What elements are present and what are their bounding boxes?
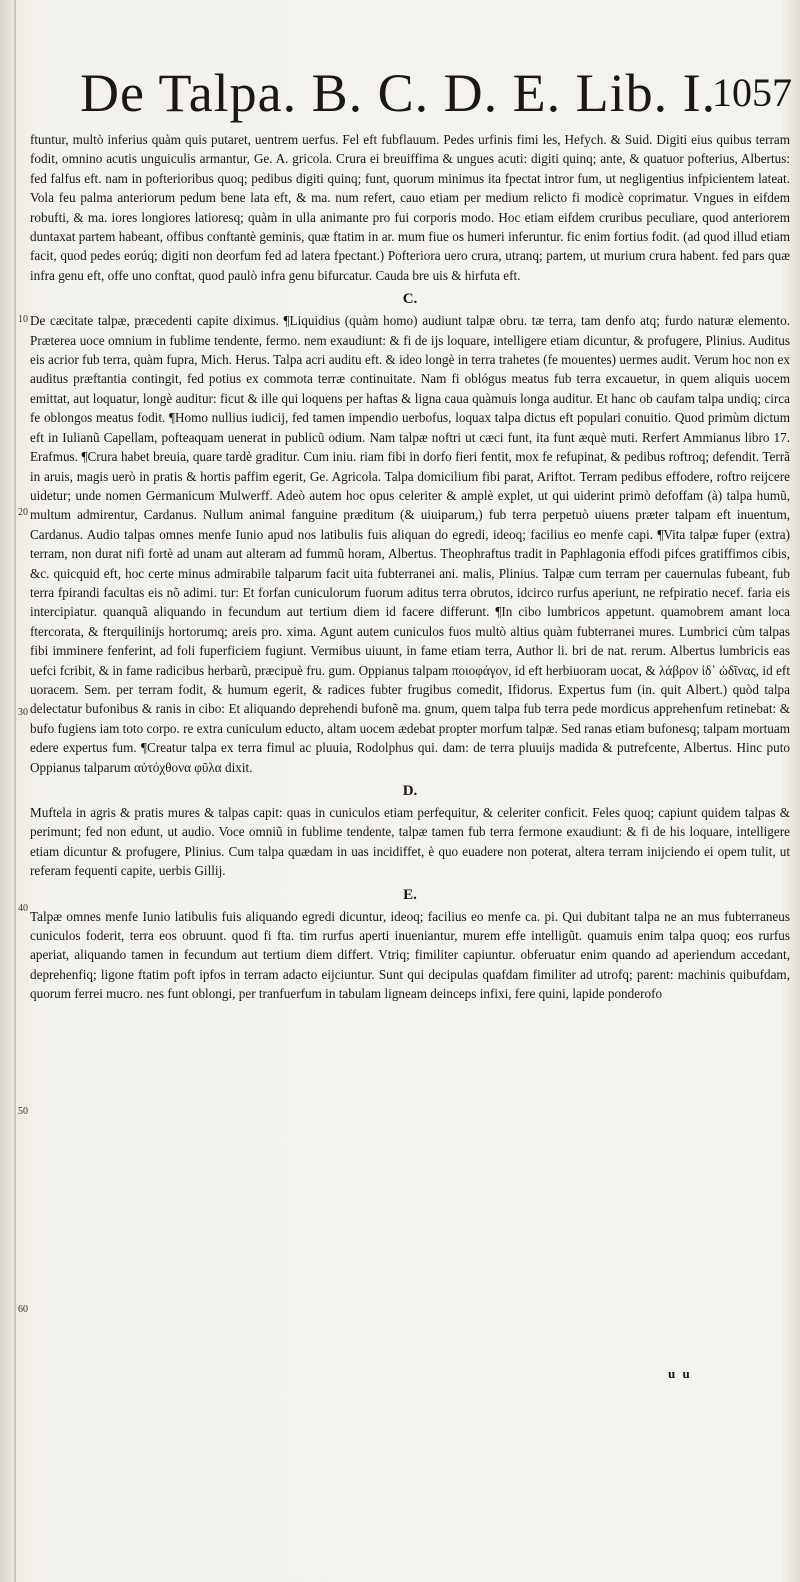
page-number: 1057: [712, 70, 792, 115]
section-heading-d: D.: [402, 783, 418, 799]
margin-line-number: 10: [18, 314, 28, 325]
margin-line-number: 40: [18, 903, 28, 914]
section-e-text: Talpæ omnes menfe Iunio latibulis fuis aliquando egredi dicuntur, ideoq; facilius eo menfe ca. pi. Qui dubitant talpa ne an mus fubterraneus cuniculos foderit, terra eos obruunt. quod fi fta. tim rurfus aperti inueniantur, murem effe intelligũt. quamuis enim talpa quoq; eos rurfus aperiat, aliquando tamen in fecundum aut tertium diem differt. Vtriq; fimiliter capiuntur. obferuatur enim quando ad aperiendum accedant, deprehenfiq; ligone ftatim poft ipfos in terram adacto eijciuntur. Sunt qui decipulas quafdam fimiliter ad utrofq; parent: machinis quibufdam, quorum ferrei mucro. nes funt oblongi, per tranfuerfum in tabulam ligneam deinceps infixi, fere quini, lapide ponderofo: [30, 908, 790, 1002]
section-d-text: Muftela in agris & pratis mures & talpas capit: quas in cuniculos etiam perfequitur, & celeriter conficit. Feles quoq; capiunt quidem talpas & perimunt; fed non edunt, ut audio. Voce omniũ in fublime tendente, talpæ tamen fub terra fermone exaudiunt: & fi de his loquare, intelligere etiam dicuntur & profugere, Plinius. Cum talpa quædam in uas incidiffet, è quo euadere non poterat, altera terram inijciendo ei opem tulit, ut referam fequenti capite, uerbis Gillij.: [30, 805, 790, 879]
section-c-text: De cæcitate talpæ, præcedenti capite diximus. ¶Liquidius (quàm homo) audiunt talpæ obru. tæ terra, tam denfo atq; furdo naturæ elemento. Præterea uoce omnium in fublime tendente, fermo. nem exaudiunt: & fi de ijs loquare, intelligere etiam dicuntur, & profugere, Plinius. Auditus eis acrior fub terra, quàm fupra, Mich. Herus. Talpa acri auditu eft. & ideo longè in terra trahetes (fe mouentes) uermes audit. Verum hoc non ex auditus præftantia contingit, fed potius ex commota terræ continuitate. Nam fi oblógus meatus fub terra excauetur, in quem aliquis uocem emittat, aut loquatur, longè auditur: ficut & ille qui loquens per haftas & ligna caua quàmuis longa auditur. Et hanc ob caufam talpa undiq; circa fe oblongos meatus fodit. ¶Homo nullius iudicij, fed tamen impendio uerbofus, loquax talpa dictus eft populari conuitio. Quod primùm dictum eft in Iulianũ Capellam, pofteaquam uenerat in publicũ odium. Nam talpæ noftri ut cæci funt, ita funt æquè muti. Rerfert Ammianus libro 17. Erafmus. ¶Crura habet breuia, quare tardè graditur. Cum iniu. riam fibi in dorfo fieri fentit, mox fe refupinat, & pedibus roftroq; defendit. Terrã in aruis, magis uerò in pratis & hortis paffim egerit, Ge. Agricola. Talpa domicilium fibi parat, Ariftot. Terram pedibus effodere, roftro reijcere uidetur; unde nomen Germanicum Mulwerff. Adeò autem hoc opus celeriter & amplè explet, ut qui uiderint primò defoffam (à) talpa humũ, multum admirentur, Cardanus. Nullum animal fanguine præditum (& uiuiparum,) fub terra perpetuò uiuens præter talpam eft inuentum, Cardanus. Audio talpas omnes menfe Iunio apud nos latibulis fuis aliquan do egredi, ideoq; facilius eo menfe capi. ¶Vita talpæ fuper (extra) terram, non durat nifi fortè ad unam aut alteram ad fummũ horam, Albertus. Theophraftus tradit in Paphlagonia effodi pifces gratiffimos cibis, &c. quicquid eft, hoc certe minus admirabile talparum facit uita fubterranei ani. malis, Plinius. Talpæ cum terram per cauernulas fubeant, fub terra fpirandi facultas eis nõ adimi. tur: Et forfan cuniculorum fuorum aditus terra obrutos, idcirco rurfus aperiunt, ne refpiratio necef. faria eis intercipiatur. quanquã aliquando in fecundum aut tertium diem id facere differunt. ¶In cibo lumbricos appetunt. quamobrem amant loca ftercorata, & fterquilinijs hortorumq; areis pro. xima. Agunt autem cuniculos fuos multò altius quàm fubterranei mures. Lumbrici cùm talpas fibi imminere fenferint, ad foli fuperficiem fugiunt. Vermibus uiuunt, in fame etiam terra, Author li. bri de nat. rerum. Albertus lumbricis eas uefci fcribit, & in fame radicibus herbarũ, præcipuè fru. gum. Oppianus talpam ποιοφάγον, id eft herbiuoram uocat, & λάβρον ἰδ᾽ ὠδῖνας, id eft uoracem. Sem. per terram fodit, & humum egerit, & radices fubter frugibus comedit, Ifidorus. Expertus fum (in. quit Albert.) quòd talpa delectatur bufonibus & ranis in cibo: Et aliquando deprehendi bufonẽ ma. gnum, quem talpa fub terra pede mordicus apprehenfum retinebat: & bufo fugiens iam toto corpo. re extra cuniculum educto, altam uocem ædebat propter morfum talpæ. Sed ranas etiam bufonesq; talpam mortuam edere expertus fum. ¶Creatur talpa ex terra fimul ac pluuia, Rodolphus qui. dam: de terra pluuijs madida & putrefcente, Albertus. Hinc puto Oppianus talparum αὐτόχθονα φῦλα dixit.: [30, 313, 790, 775]
margin-line-number: 60: [18, 1304, 28, 1315]
section-b-text: ftuntur, multò inferius quàm quis putaret, uentrem uerfus. Fel eft fubflauum. Pedes urfinis fimi les, Hefych. & Suid. Digiti eius quibus terram fodit, omnino acutis unguiculis armantur, Ge. A. gricola. Crura ei breuiffima & ungues acuti: digiti quinq; ante, & quatuor pofterius, Albertus: fed falfus eft. nam in pofterioribus quoq; pedibus digiti quinq; funt, quorum minimus ita fpectat intror fum, ut negligentius infpicientem lateat. Vola feu palma anteriorum pedum bene lata eft, & ma. num refert, cauo etiam per medium relicto fi modicè coprimatur. Vngues in eifdem robufti, & ma. iores longiores latioresq; quàm in ulla animante pro fui corporis modo. Hoc etiam eifdem cruribus peculiare, quod anteriorem duntaxat partem habeant, offibus conftantè geminis, quæ ftatim in ar. mum fiue os humeri inferuntur. fic enim fortius fodit. (ad quod illud etiam facit, quod pedes eorúq; digiti non deorfum fed ad latera fpectant.) Pofteriora uero crura, utranq; partem, ut murium crura habent. fed pars quæ infra genu eft, offe uno conftat, quod paulò infra genu bifurcatur. Cauda bre uis & hirfuta eft.: [30, 132, 790, 283]
page-gutter: [14, 0, 16, 1582]
signature-mark: u u: [668, 1366, 692, 1381]
body-text: [30, 130, 790, 1004]
section-heading-e: E.: [403, 886, 417, 903]
margin-line-number: 30: [18, 707, 28, 718]
margin-line-number: 50: [18, 1106, 28, 1117]
section-heading-c: C.: [402, 291, 418, 308]
header-title: De Talpa. B. C. D. E. Lib. I.: [80, 63, 717, 123]
margin-line-number: 20: [18, 507, 28, 518]
running-header: [80, 58, 792, 128]
